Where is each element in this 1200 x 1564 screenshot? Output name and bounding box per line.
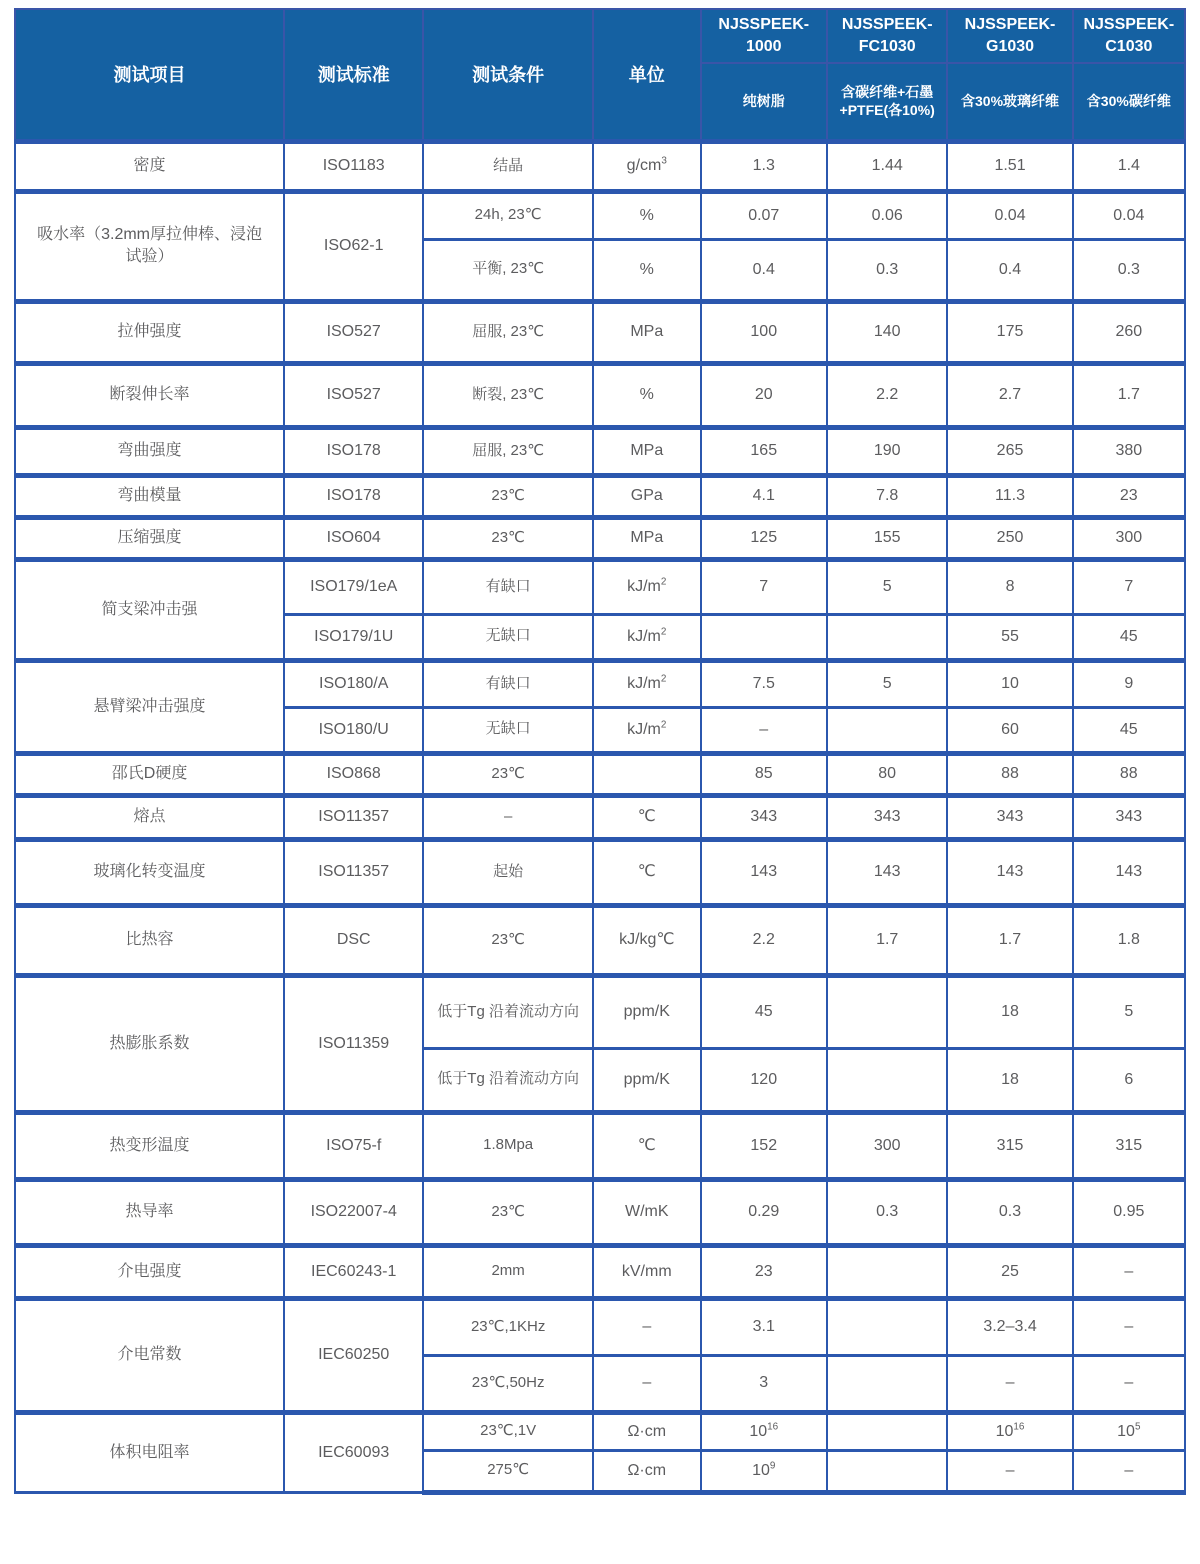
- row-value-cell: $10^{16}$: [701, 1412, 827, 1450]
- row-value-cell: 125: [701, 517, 827, 559]
- row-value-cell: –: [947, 1450, 1072, 1492]
- row-condition-cell: 23℃: [423, 1179, 593, 1245]
- row-value-cell: 0.06: [827, 191, 948, 239]
- row-standard-cell: ISO180/U: [284, 707, 423, 753]
- row-value-cell: –: [1073, 1245, 1185, 1298]
- row-unit-cell: –: [593, 1298, 701, 1355]
- row-value-cell: 88: [947, 753, 1072, 795]
- row-value-cell: 5: [1073, 975, 1185, 1048]
- row-unit-cell: Ω·cm: [593, 1412, 701, 1450]
- row-value-cell: [701, 614, 827, 660]
- row-standard-cell: ISO11357: [284, 795, 423, 839]
- table-row: [15, 660, 1185, 707]
- row-value-cell: 4.1: [701, 475, 827, 517]
- row-unit-cell: $g/cm^3$: [593, 141, 701, 191]
- col-header-test-item: 测试项目: [15, 9, 284, 141]
- row-unit-cell: kV/mm: [593, 1245, 701, 1298]
- row-value-cell: 0.3: [827, 239, 948, 301]
- row-unit-cell: $kJ/m^2$: [593, 660, 701, 707]
- row-value-cell: 343: [1073, 795, 1185, 839]
- row-value-cell: 152: [701, 1112, 827, 1179]
- row-unit-cell: $kJ/m^2$: [593, 559, 701, 614]
- row-condition-cell: 无缺口: [423, 614, 593, 660]
- row-item-cell: 体积电阻率: [15, 1412, 284, 1492]
- row-value-cell: 18: [947, 1048, 1072, 1112]
- row-standard-cell: ISO22007-4: [284, 1179, 423, 1245]
- table-header: [15, 9, 1185, 141]
- row-standard-cell: ISO62-1: [284, 191, 423, 301]
- row-item-cell: 介电强度: [15, 1245, 284, 1298]
- row-value-cell: 0.3: [947, 1179, 1072, 1245]
- row-standard-cell: ISO75-f: [284, 1112, 423, 1179]
- row-standard-cell: ISO179/1eA: [284, 559, 423, 614]
- row-standard-cell: ISO868: [284, 753, 423, 795]
- row-unit-cell: W/mK: [593, 1179, 701, 1245]
- row-value-cell: 265: [947, 427, 1072, 475]
- table-row: [15, 1179, 1185, 1245]
- product-name-njsspeek-g1030: NJSSPEEK-G1030: [947, 9, 1072, 63]
- row-unit-cell: $kJ/m^2$: [593, 614, 701, 660]
- row-value-cell: 1.4: [1073, 141, 1185, 191]
- row-unit-cell: %: [593, 239, 701, 301]
- table-row: [15, 753, 1185, 795]
- row-unit-cell: MPa: [593, 517, 701, 559]
- row-value-cell: 0.4: [947, 239, 1072, 301]
- product-name-njsspeek-fc1030: NJSSPEEK-FC1030: [827, 9, 948, 63]
- row-value-cell: 143: [701, 839, 827, 905]
- row-condition-cell: 结晶: [423, 141, 593, 191]
- row-unit-cell: ppm/K: [593, 1048, 701, 1112]
- row-standard-cell: ISO178: [284, 475, 423, 517]
- row-value-cell: 45: [1073, 614, 1185, 660]
- row-unit-cell: ℃: [593, 1112, 701, 1179]
- row-value-cell: [827, 1450, 948, 1492]
- table-row: [15, 475, 1185, 517]
- row-condition-cell: 低于Tg 沿着流动方向: [423, 1048, 593, 1112]
- row-item-cell: 压缩强度: [15, 517, 284, 559]
- row-unit-cell: $kJ/m^2$: [593, 707, 701, 753]
- row-value-cell: 155: [827, 517, 948, 559]
- row-unit-cell: Ω·cm: [593, 1450, 701, 1492]
- row-value-cell: 3.1: [701, 1298, 827, 1355]
- product-desc-njsspeek-1000: 纯树脂: [701, 63, 827, 141]
- row-condition-cell: 275℃: [423, 1450, 593, 1492]
- row-condition-cell: 23℃,1V: [423, 1412, 593, 1450]
- row-value-cell: 250: [947, 517, 1072, 559]
- row-unit-cell: MPa: [593, 427, 701, 475]
- row-value-cell: 1.7: [947, 905, 1072, 975]
- row-value-cell: [827, 707, 948, 753]
- row-value-cell: 190: [827, 427, 948, 475]
- row-value-cell: $10^{16}$: [947, 1412, 1072, 1450]
- row-value-cell: 25: [947, 1245, 1072, 1298]
- col-header-test-standard: 测试标准: [284, 9, 423, 141]
- row-value-cell: 300: [1073, 517, 1185, 559]
- product-desc-njsspeek-g1030: 含30%玻璃纤维: [947, 63, 1072, 141]
- row-item-cell: 热导率: [15, 1179, 284, 1245]
- row-standard-cell: ISO179/1U: [284, 614, 423, 660]
- row-value-cell: [827, 1245, 948, 1298]
- table-row: [15, 559, 1185, 614]
- row-item-cell: 悬臂梁冲击强度: [15, 660, 284, 753]
- row-value-cell: 23: [701, 1245, 827, 1298]
- table-row: [15, 795, 1185, 839]
- table-row: [15, 1245, 1185, 1298]
- row-unit-cell: MPa: [593, 301, 701, 363]
- row-item-cell: 吸水率（3.2mm厚拉伸棒、浸泡试验）: [15, 191, 284, 301]
- row-value-cell: 5: [827, 559, 948, 614]
- table-row: [15, 141, 1185, 191]
- table-row: [15, 301, 1185, 363]
- row-value-cell: 315: [1073, 1112, 1185, 1179]
- row-value-cell: 45: [701, 975, 827, 1048]
- row-value-cell: 0.3: [1073, 239, 1185, 301]
- row-value-cell: 6: [1073, 1048, 1185, 1112]
- row-unit-cell: ppm/K: [593, 975, 701, 1048]
- row-value-cell: 9: [1073, 660, 1185, 707]
- table-body: [15, 141, 1185, 1492]
- row-unit-cell: ℃: [593, 839, 701, 905]
- row-condition-cell: 屈服, 23℃: [423, 301, 593, 363]
- row-standard-cell: ISO604: [284, 517, 423, 559]
- row-value-cell: [827, 1298, 948, 1355]
- row-value-cell: 18: [947, 975, 1072, 1048]
- row-value-cell: 165: [701, 427, 827, 475]
- row-value-cell: 1.7: [1073, 363, 1185, 427]
- row-unit-cell: GPa: [593, 475, 701, 517]
- row-value-cell: 2.2: [701, 905, 827, 975]
- col-header-unit: 单位: [593, 9, 701, 141]
- table-row: [15, 517, 1185, 559]
- row-condition-cell: 23℃: [423, 753, 593, 795]
- table-row: [15, 191, 1185, 239]
- row-value-cell: 85: [701, 753, 827, 795]
- row-standard-cell: IEC60250: [284, 1298, 423, 1412]
- row-value-cell: [827, 1355, 948, 1412]
- row-condition-cell: 23℃: [423, 475, 593, 517]
- row-condition-cell: 2mm: [423, 1245, 593, 1298]
- row-item-cell: 断裂伸长率: [15, 363, 284, 427]
- row-value-cell: $10^5$: [1073, 1412, 1185, 1450]
- row-value-cell: 1.3: [701, 141, 827, 191]
- row-value-cell: 343: [701, 795, 827, 839]
- row-standard-cell: IEC60243-1: [284, 1245, 423, 1298]
- row-condition-cell: 1.8Mpa: [423, 1112, 593, 1179]
- row-value-cell: 10: [947, 660, 1072, 707]
- row-value-cell: 55: [947, 614, 1072, 660]
- row-item-cell: 熔点: [15, 795, 284, 839]
- row-value-cell: 300: [827, 1112, 948, 1179]
- row-condition-cell: 无缺口: [423, 707, 593, 753]
- row-value-cell: 143: [947, 839, 1072, 905]
- row-value-cell: 0.04: [947, 191, 1072, 239]
- row-value-cell: 3.2–3.4: [947, 1298, 1072, 1355]
- row-value-cell: 2.7: [947, 363, 1072, 427]
- row-value-cell: –: [701, 707, 827, 753]
- row-value-cell: [827, 1412, 948, 1450]
- row-item-cell: 弯曲强度: [15, 427, 284, 475]
- table-row: [15, 975, 1185, 1048]
- row-value-cell: 0.04: [1073, 191, 1185, 239]
- row-item-cell: 玻璃化转变温度: [15, 839, 284, 905]
- table-row: [15, 1412, 1185, 1450]
- row-standard-cell: ISO1183: [284, 141, 423, 191]
- row-standard-cell: ISO11357: [284, 839, 423, 905]
- row-condition-cell: 23℃,1KHz: [423, 1298, 593, 1355]
- row-value-cell: 7: [1073, 559, 1185, 614]
- row-condition-cell: 屈服, 23℃: [423, 427, 593, 475]
- row-value-cell: 0.3: [827, 1179, 948, 1245]
- row-standard-cell: ISO527: [284, 363, 423, 427]
- row-value-cell: 20: [701, 363, 827, 427]
- row-value-cell: 380: [1073, 427, 1185, 475]
- row-condition-cell: 平衡, 23℃: [423, 239, 593, 301]
- row-condition-cell: –: [423, 795, 593, 839]
- row-unit-cell: %: [593, 363, 701, 427]
- row-value-cell: 7.8: [827, 475, 948, 517]
- row-value-cell: 260: [1073, 301, 1185, 363]
- table-row: [15, 905, 1185, 975]
- row-standard-cell: ISO527: [284, 301, 423, 363]
- row-condition-cell: 有缺口: [423, 660, 593, 707]
- row-value-cell: 343: [947, 795, 1072, 839]
- row-value-cell: 1.51: [947, 141, 1072, 191]
- row-unit-cell: kJ/kg℃: [593, 905, 701, 975]
- row-condition-cell: 有缺口: [423, 559, 593, 614]
- row-condition-cell: 23℃: [423, 905, 593, 975]
- row-value-cell: 45: [1073, 707, 1185, 753]
- row-value-cell: 3: [701, 1355, 827, 1412]
- product-name-njsspeek-1000: NJSSPEEK-1000: [701, 9, 827, 63]
- row-unit-cell: [593, 753, 701, 795]
- row-value-cell: 80: [827, 753, 948, 795]
- row-condition-cell: 低于Tg 沿着流动方向: [423, 975, 593, 1048]
- row-value-cell: [827, 614, 948, 660]
- row-unit-cell: ℃: [593, 795, 701, 839]
- header-row-top: [15, 9, 1185, 63]
- table-row: [15, 427, 1185, 475]
- row-value-cell: 2.2: [827, 363, 948, 427]
- row-value-cell: 1.44: [827, 141, 948, 191]
- row-value-cell: 0.4: [701, 239, 827, 301]
- row-value-cell: –: [1073, 1355, 1185, 1412]
- row-item-cell: 拉伸强度: [15, 301, 284, 363]
- row-condition-cell: 断裂, 23℃: [423, 363, 593, 427]
- row-value-cell: 0.07: [701, 191, 827, 239]
- row-value-cell: 0.95: [1073, 1179, 1185, 1245]
- row-value-cell: 143: [827, 839, 948, 905]
- table-row: [15, 1298, 1185, 1355]
- row-unit-cell: %: [593, 191, 701, 239]
- row-value-cell: 23: [1073, 475, 1185, 517]
- row-value-cell: [827, 1048, 948, 1112]
- row-standard-cell: ISO11359: [284, 975, 423, 1112]
- row-value-cell: 11.3: [947, 475, 1072, 517]
- row-item-cell: 邵氏D硬度: [15, 753, 284, 795]
- row-standard-cell: IEC60093: [284, 1412, 423, 1492]
- row-item-cell: 弯曲模量: [15, 475, 284, 517]
- row-value-cell: –: [1073, 1450, 1185, 1492]
- row-value-cell: 1.7: [827, 905, 948, 975]
- row-condition-cell: 23℃: [423, 517, 593, 559]
- row-value-cell: 7: [701, 559, 827, 614]
- table-row: [15, 1112, 1185, 1179]
- row-value-cell: [827, 975, 948, 1048]
- row-value-cell: 0.29: [701, 1179, 827, 1245]
- col-header-test-condition: 测试条件: [423, 9, 593, 141]
- row-value-cell: 140: [827, 301, 948, 363]
- row-unit-cell: –: [593, 1355, 701, 1412]
- row-value-cell: 343: [827, 795, 948, 839]
- row-value-cell: 88: [1073, 753, 1185, 795]
- row-value-cell: 120: [701, 1048, 827, 1112]
- properties-table: [14, 8, 1186, 1495]
- row-condition-cell: 起始: [423, 839, 593, 905]
- row-value-cell: 60: [947, 707, 1072, 753]
- table-row: [15, 839, 1185, 905]
- row-item-cell: 比热容: [15, 905, 284, 975]
- row-value-cell: 143: [1073, 839, 1185, 905]
- row-value-cell: 100: [701, 301, 827, 363]
- row-standard-cell: ISO178: [284, 427, 423, 475]
- row-value-cell: 175: [947, 301, 1072, 363]
- row-item-cell: 介电常数: [15, 1298, 284, 1412]
- row-value-cell: 1.8: [1073, 905, 1185, 975]
- row-value-cell: 315: [947, 1112, 1072, 1179]
- product-name-njsspeek-c1030: NJSSPEEK-C1030: [1073, 9, 1185, 63]
- row-value-cell: –: [1073, 1298, 1185, 1355]
- row-item-cell: 热膨胀系数: [15, 975, 284, 1112]
- row-item-cell: 密度: [15, 141, 284, 191]
- row-value-cell: 5: [827, 660, 948, 707]
- row-value-cell: $10^9$: [701, 1450, 827, 1492]
- row-condition-cell: 23℃,50Hz: [423, 1355, 593, 1412]
- row-item-cell: 简支梁冲击强: [15, 559, 284, 660]
- row-standard-cell: DSC: [284, 905, 423, 975]
- row-standard-cell: ISO180/A: [284, 660, 423, 707]
- row-condition-cell: 24h, 23℃: [423, 191, 593, 239]
- table-row: [15, 363, 1185, 427]
- row-value-cell: 8: [947, 559, 1072, 614]
- row-value-cell: 7.5: [701, 660, 827, 707]
- row-value-cell: –: [947, 1355, 1072, 1412]
- row-item-cell: 热变形温度: [15, 1112, 284, 1179]
- product-desc-njsspeek-fc1030: 含碳纤维+石墨+PTFE(各10%): [827, 63, 948, 141]
- product-desc-njsspeek-c1030: 含30%碳纤维: [1073, 63, 1185, 141]
